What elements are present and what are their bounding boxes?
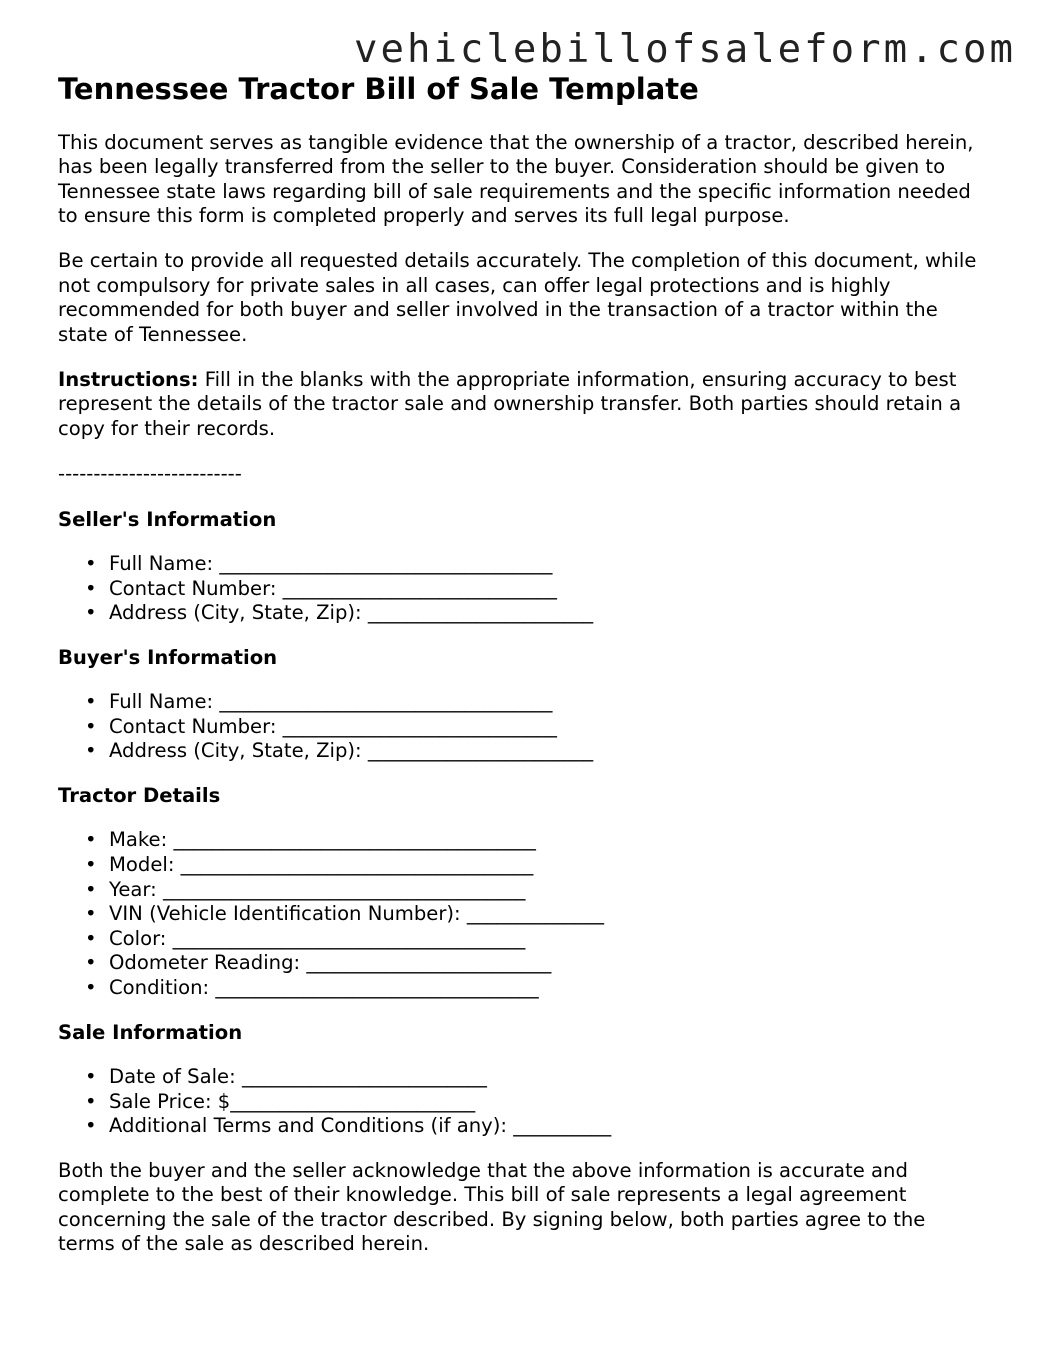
sale-section-heading: Sale Information — [58, 1020, 243, 1044]
buyer-section-heading: Buyer's Information — [58, 645, 278, 669]
tractor-condition-field[interactable]: • Condition: _________________________________ — [109, 976, 988, 1001]
seller-field-list — [58, 552, 988, 626]
tractor-vin-field[interactable]: • VIN (Vehicle Identification Number): ______________ — [109, 902, 988, 927]
sale-price-field[interactable]: • Sale Price: $_________________________ — [109, 1090, 988, 1115]
tractor-odometer-field[interactable]: • Odometer Reading: _________________________ — [109, 951, 988, 976]
seller-contact-number-field[interactable]: • Contact Number: ____________________________ — [109, 577, 988, 602]
intro-paragraph-2: Be certain to provide all requested details accurately. The completion of this document, while not compulsory for private sales in all cases, can offer legal protections and is highly recommended for both buyer and seller involved in the transaction of a tractor within the state of Tennessee. — [58, 249, 977, 346]
seller-full-name-field[interactable]: • Full Name: __________________________________ — [109, 552, 988, 577]
buyer-full-name-field[interactable]: • Full Name: __________________________________ — [109, 690, 988, 715]
tractor-field-list — [58, 828, 988, 1000]
buyer-contact-number-field[interactable]: • Contact Number: ____________________________ — [109, 715, 988, 740]
seller-address-field[interactable]: • Address (City, State, Zip): _______________________ — [109, 601, 988, 626]
buyer-field-list — [58, 690, 988, 764]
instructions-label: Instructions: — [58, 368, 199, 392]
document-page — [58, 72, 988, 1277]
instructions-paragraph — [58, 368, 988, 441]
sale-terms-field[interactable]: • Additional Terms and Conditions (if any): __________ — [109, 1114, 988, 1139]
page-title: Tennessee Tractor Bill of Sale Template — [58, 72, 699, 106]
seller-section-heading: Seller's Information — [58, 507, 277, 531]
closing-paragraph: Both the buyer and the seller acknowledge that the above information is accurate and complete to the best of their knowledge. This bill of sale represents a legal agreement concerning the sale of the tractor described. By signing below, both parties agree to the terms of the sale as described herein. — [58, 1158, 926, 1256]
instructions-text: Fill in the blanks with the appropriate information, ensuring accuracy to best represent the details of the tractor sale and ownership transfer. Both parties should retain a copy for their records. — [58, 368, 962, 440]
tractor-section-heading: Tractor Details — [58, 784, 221, 808]
intro-paragraph-1: This document serves as tangible evidence that the ownership of a tractor, described herein, has been legally transferred from the seller to the buyer. Consideration should be given to Tennessee state laws regarding bill of sale requirements and the specific information needed to ensure this form is completed properly and serves its full legal purpose. — [58, 130, 974, 228]
sale-date-field[interactable]: • Date of Sale: _________________________ — [109, 1065, 988, 1090]
tractor-year-field[interactable]: • Year: _____________________________________ — [109, 878, 988, 903]
section-divider: -------------------------- — [58, 462, 242, 486]
site-watermark: vehiclebillofsaleform.com — [354, 27, 1016, 72]
tractor-color-field[interactable]: • Color: ____________________________________ — [109, 927, 988, 952]
sale-field-list — [58, 1065, 988, 1139]
buyer-address-field[interactable]: • Address (City, State, Zip): _______________________ — [109, 739, 988, 764]
tractor-model-field[interactable]: • Model: ____________________________________ — [109, 853, 988, 878]
tractor-make-field[interactable]: • Make: _____________________________________ — [109, 828, 988, 853]
